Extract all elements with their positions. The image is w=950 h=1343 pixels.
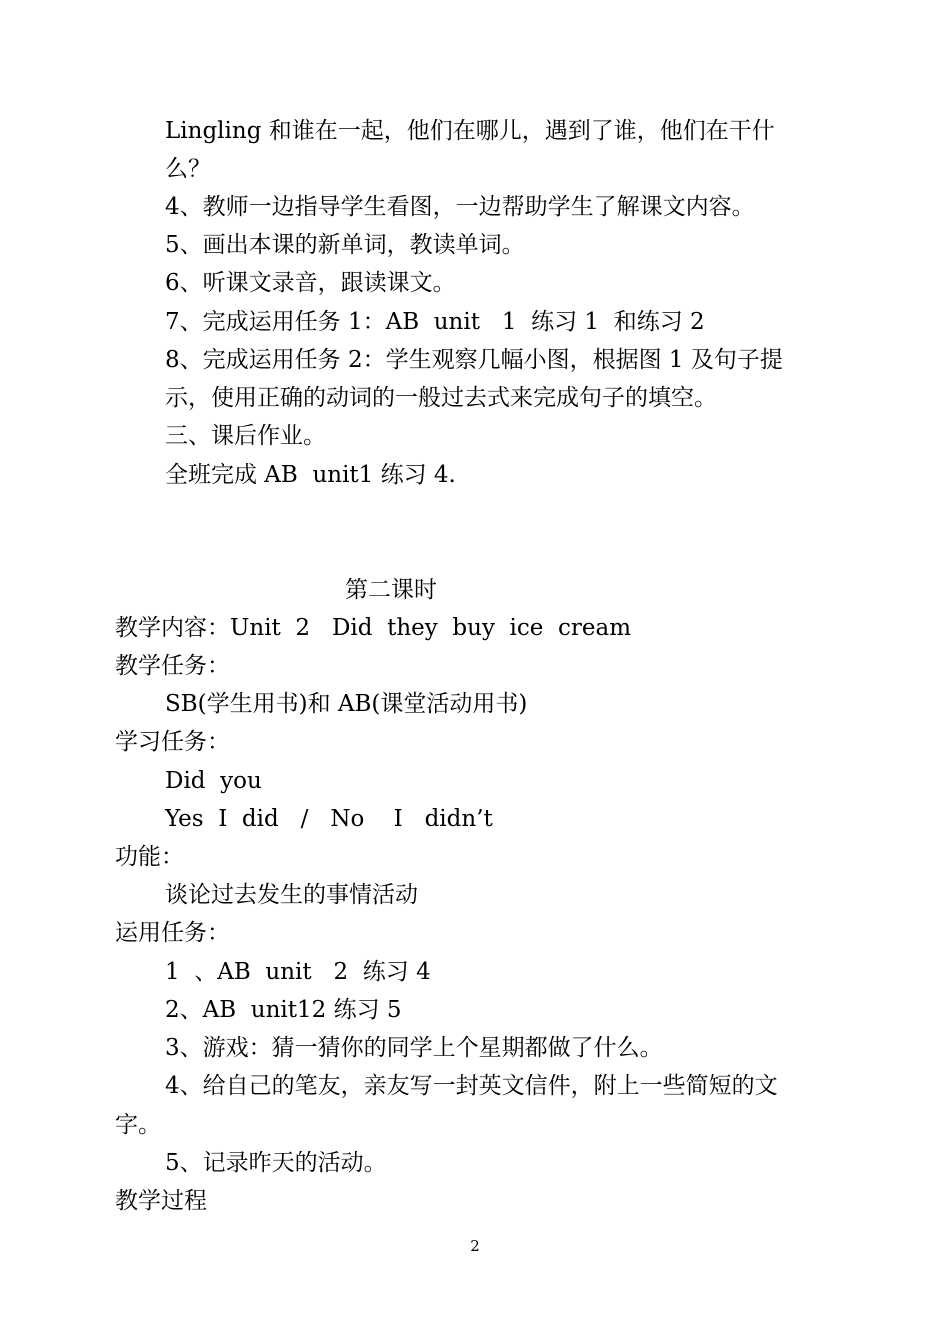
text-line: 么？ <box>165 156 211 182</box>
section-heading: 学习任务： <box>115 729 230 755</box>
text-line: 教学内容：Unit 2 Did they buy ice cream <box>115 615 632 641</box>
text-line: 字。 <box>115 1112 161 1138</box>
text-line: Yes I did / No I didn’t <box>165 806 493 832</box>
text-line: 全班完成 AB unit1 练习 4. <box>165 462 456 488</box>
text-line: 4、给自己的笔友，亲友写一封英文信件，附上一些简短的文 <box>165 1073 778 1099</box>
text-line: 7、完成运用任务 1：AB unit 1 练习 1 和练习 2 <box>165 309 705 335</box>
text-line: 4、教师一边指导学生看图，一边帮助学生了解课文内容。 <box>165 194 755 220</box>
section-heading: 功能： <box>115 844 184 870</box>
text-line: 2、AB unit12 练习 5 <box>165 997 402 1023</box>
section-heading: 三、课后作业。 <box>165 423 326 449</box>
text-line: Lingling 和谁在一起，他们在哪儿，遇到了谁，他们在干什 <box>165 118 775 144</box>
text-line: 6、听课文录音，跟读课文。 <box>165 270 456 296</box>
text-line: 3、游戏：猜一猜你的同学上个星期都做了什么。 <box>165 1035 663 1061</box>
text-line: 谈论过去发生的事情活动 <box>165 882 418 908</box>
section-heading: 教学任务： <box>115 653 230 679</box>
text-line: 1 、AB unit 2 练习 4 <box>165 959 431 985</box>
text-line: 示，使用正确的动词的一般过去式来完成句子的填空。 <box>165 385 717 411</box>
text-line: SB(学生用书)和 AB(课堂活动用书) <box>165 691 528 717</box>
text-line: 5、画出本课的新单词，教读单词。 <box>165 232 525 258</box>
text-line: 8、完成运用任务 2：学生观察几幅小图，根据图 1 及句子提 <box>165 347 783 373</box>
text-line: Did you <box>165 768 262 794</box>
text-line: 5、记录昨天的活动。 <box>165 1150 387 1176</box>
lesson-title: 第二课时 <box>345 577 437 603</box>
section-heading: 教学过程 <box>115 1188 207 1214</box>
section-heading: 运用任务： <box>115 920 230 946</box>
page-number: 2 <box>470 1237 480 1255</box>
